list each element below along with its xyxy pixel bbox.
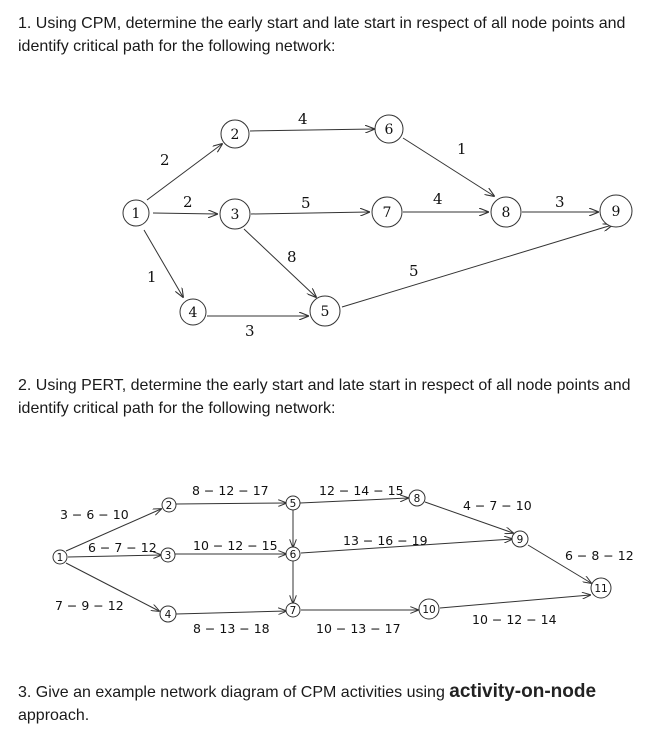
- pert-estimate-4-7: 8 − 13 − 18: [193, 621, 270, 636]
- pert-estimate-2-5: 8 − 12 − 17: [192, 483, 269, 498]
- cpm-node-7: [372, 197, 402, 227]
- cpm-node-2: [221, 120, 249, 148]
- svg-text:8: 8: [413, 493, 421, 505]
- pert-estimate-1-3: 6 − 7 − 12: [88, 540, 157, 555]
- cpm-duration-3-7: 5: [301, 194, 311, 212]
- svg-text:6: 6: [289, 549, 297, 561]
- cpm-node-6: [375, 115, 403, 143]
- cpm-duration-1-2: 2: [160, 151, 170, 169]
- svg-text:2: 2: [165, 500, 173, 512]
- pert-estimate-3-6: 10 − 12 − 15: [193, 538, 278, 553]
- pert-estimate-7-10: 10 − 13 − 17: [316, 621, 401, 636]
- pert-estimate-9-11: 6 − 8 − 12: [565, 548, 634, 563]
- cpm-node-4: [180, 299, 206, 325]
- pert-node-11: [591, 578, 611, 598]
- cpm-edge-2-6: [250, 129, 374, 131]
- cpm-edge-1-4: [144, 230, 183, 297]
- svg-text:5: 5: [320, 304, 330, 320]
- pert-estimate-10-11: 10 − 12 − 14: [472, 612, 557, 627]
- svg-text:4: 4: [188, 305, 198, 321]
- cpm-duration-6-8: 1: [457, 140, 467, 158]
- pert-node-2: [162, 498, 176, 512]
- svg-text:1: 1: [131, 206, 141, 222]
- question-3-emphasis: activity-on-node: [449, 681, 597, 702]
- svg-text:6: 6: [384, 122, 394, 138]
- pert-edge-10-11: [440, 595, 590, 608]
- pert-estimate-1-2: 3 − 6 − 10: [60, 507, 129, 522]
- cpm-edge-5-9: [342, 225, 612, 307]
- cpm-edge-3-7: [251, 212, 369, 214]
- pert-node-5: [286, 496, 300, 510]
- svg-text:3: 3: [164, 550, 172, 562]
- cpm-edge-1-2: [147, 144, 222, 200]
- pert-edge-5-8: [300, 498, 408, 503]
- pert-node-1: [53, 550, 67, 564]
- cpm-duration-2-6: 4: [298, 110, 308, 128]
- cpm-node-1: [123, 200, 149, 226]
- svg-text:9: 9: [516, 534, 524, 546]
- question-1-text: 1. Using CPM, determine the early start and late start in respect of all node points and identify critical path for the following network:: [18, 15, 626, 55]
- cpm-duration-3-5: 8: [287, 248, 297, 266]
- question-3-text: [18, 680, 633, 727]
- question-2-text: 2. Using PERT, determine the early start and late start in respect of all node points and identify critical path for the following network:: [18, 377, 631, 417]
- cpm-node-5: [310, 296, 340, 326]
- pert-node-9: [512, 531, 528, 547]
- pert-node-6: [286, 547, 300, 561]
- pert-node-7: [286, 603, 300, 617]
- cpm-edge-6-8: [403, 138, 494, 196]
- pert-estimate-5-8: 12 − 14 − 15: [319, 483, 404, 498]
- svg-text:10: 10: [422, 604, 436, 616]
- pert-edge-1-3: [68, 555, 161, 557]
- cpm-node-8: [491, 197, 521, 227]
- question-3-tail: approach.: [18, 707, 90, 724]
- svg-text:9: 9: [611, 204, 621, 220]
- svg-text:7: 7: [382, 205, 392, 221]
- svg-text:4: 4: [164, 609, 172, 621]
- pert-node-3: [161, 548, 175, 562]
- pert-estimate-1-4: 7 − 9 − 12: [55, 598, 124, 613]
- svg-text:7: 7: [289, 605, 297, 617]
- pert-node-4: [160, 606, 176, 622]
- cpm-node-9: [600, 195, 632, 227]
- cpm-duration-8-9: 3: [555, 193, 565, 211]
- svg-text:3: 3: [230, 207, 240, 223]
- cpm-edge-1-3: [153, 213, 217, 214]
- cpm-edge-3-5: [244, 229, 316, 297]
- cpm-duration-1-3: 2: [183, 193, 193, 211]
- svg-text:2: 2: [230, 127, 240, 143]
- pert-node-8: [409, 490, 425, 506]
- pert-node-10: [419, 599, 439, 619]
- cpm-duration-7-8: 4: [433, 190, 443, 208]
- cpm-duration-5-9: 5: [409, 262, 419, 280]
- svg-text:8: 8: [501, 205, 511, 221]
- pert-edge-2-5: [176, 503, 286, 504]
- pert-estimate-6-9: 13 − 16 − 19: [343, 533, 428, 548]
- pert-estimate-8-9: 4 − 7 − 10: [463, 498, 532, 513]
- cpm-node-3: [220, 199, 250, 229]
- cpm-duration-4-5: 3: [245, 322, 255, 340]
- svg-text:1: 1: [56, 552, 64, 564]
- pert-edge-4-7: [176, 611, 286, 614]
- cpm-duration-1-4: 1: [147, 268, 157, 286]
- svg-text:5: 5: [289, 498, 297, 510]
- question-3-lead: 3. Give an example network diagram of CPM activities using: [18, 684, 450, 701]
- svg-text:11: 11: [594, 583, 608, 595]
